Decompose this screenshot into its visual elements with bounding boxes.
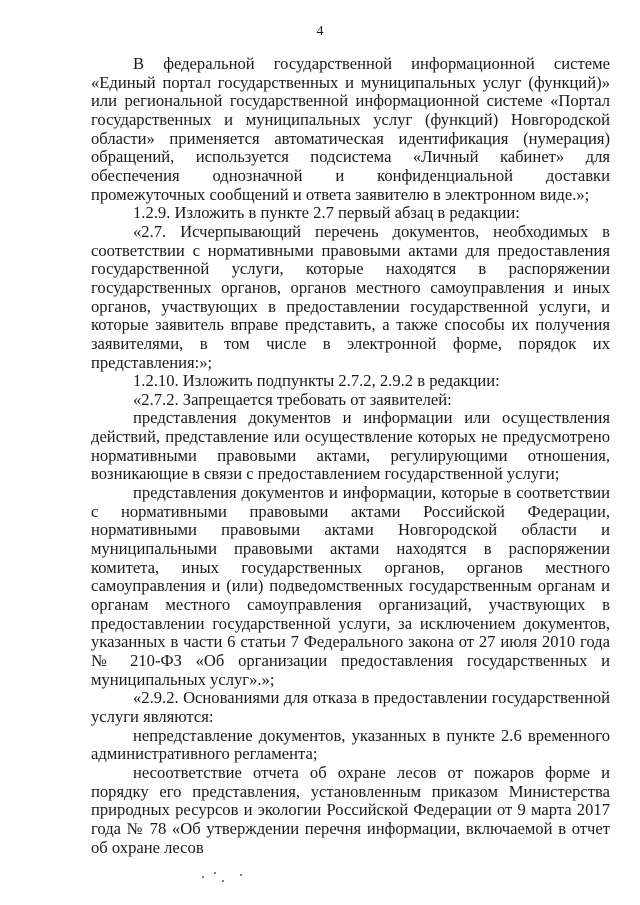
paragraph-item-1-2-10: 1.2.10. Изложить подпункты 2.7.2, 2.9.2 в редакции: bbox=[133, 371, 500, 391]
scan-speck bbox=[202, 876, 204, 878]
scan-speck bbox=[214, 872, 216, 874]
paragraph-item-1-2-9: 1.2.9. Изложить в пункте 2.7 первый абзац в редакции: bbox=[133, 203, 520, 223]
scan-speck bbox=[240, 874, 242, 876]
page-number: 4 bbox=[316, 24, 324, 39]
document-body bbox=[91, 55, 610, 857]
paragraph-clause-2-7-2: «2.7.2. Запрещается требовать от заявителей: bbox=[133, 389, 452, 409]
scan-specks bbox=[200, 868, 280, 888]
paragraph-refusal-report-mismatch: несоответствие отчета об охране лесов от пожаров форме и порядку его представления, установленным приказом Министерства природных ресурсов и экологии Российской Федерации от 9 марта 2017 года № 78 «Об утверждении перечня информации, включаемой в отчет об охране лесов bbox=[91, 762, 610, 857]
paragraph-prohibition-actions: представления документов и информации или осуществления действий, представление или осуществление которых не предусмотрено нормативными правовыми актами, регулирующими отношения, возникающие в связи с предоставлением государственной услуги; bbox=[91, 408, 610, 484]
scan-speck bbox=[222, 880, 224, 882]
paragraph-refusal-missing-documents: непредставление документов, указанных в пункте 2.6 временного административного регламента; bbox=[91, 725, 610, 764]
paragraph-clause-2-9-2: «2.9.2. Основаниями для отказа в предоставлении государственной услуги являются: bbox=[91, 688, 610, 726]
paragraph-portal-identification: В федеральной государственной информационной системе «Единый портал государственных и муниципальных услуг (функций)» или региональной государственной информационной системе «Портал государственных и муниципальных услуг (функций) Новгородской области» применяется автоматическая идентификация (нумерация) обращений, используется подсистема «Личный кабинет» для обеспечения однозначной и конфиденциальной доставки промежуточных сообщений и ответа заявителю в электронном виде.»; bbox=[91, 54, 610, 204]
paragraph-clause-2-7: «2.7. Исчерпывающий перечень документов, необходимых в соответствии с нормативными правовыми актами для предоставления государственной услуги, которые находятся в распоряжении государственных органов, органов местного самоуправления и иных органов, участвующих в предоставлении государственной услуги, и которые заявитель вправе представить, а также способы их получения заявителями, в том числе в электронной форме, порядок их представления:»; bbox=[91, 221, 610, 372]
paragraph-prohibition-documents: представления документов и информации, которые в соответствии с нормативными правовыми актами Российской Федерации, нормативными правовыми актами Новгородской области и муниципальными правовыми актами находятся в распоряжении комитета, иных государственных органов, органов местного самоуправления и (или) подведомственных государственным органам и органам местного самоуправления организаций, участвующих в предоставлении государственной услуги, за исключением документов, указанных в части 6 статьи 7 Федерального закона от 27 июля 2010 года № 210-ФЗ «Об организации предоставления государственных и муниципальных услуг».»; bbox=[91, 483, 610, 689]
